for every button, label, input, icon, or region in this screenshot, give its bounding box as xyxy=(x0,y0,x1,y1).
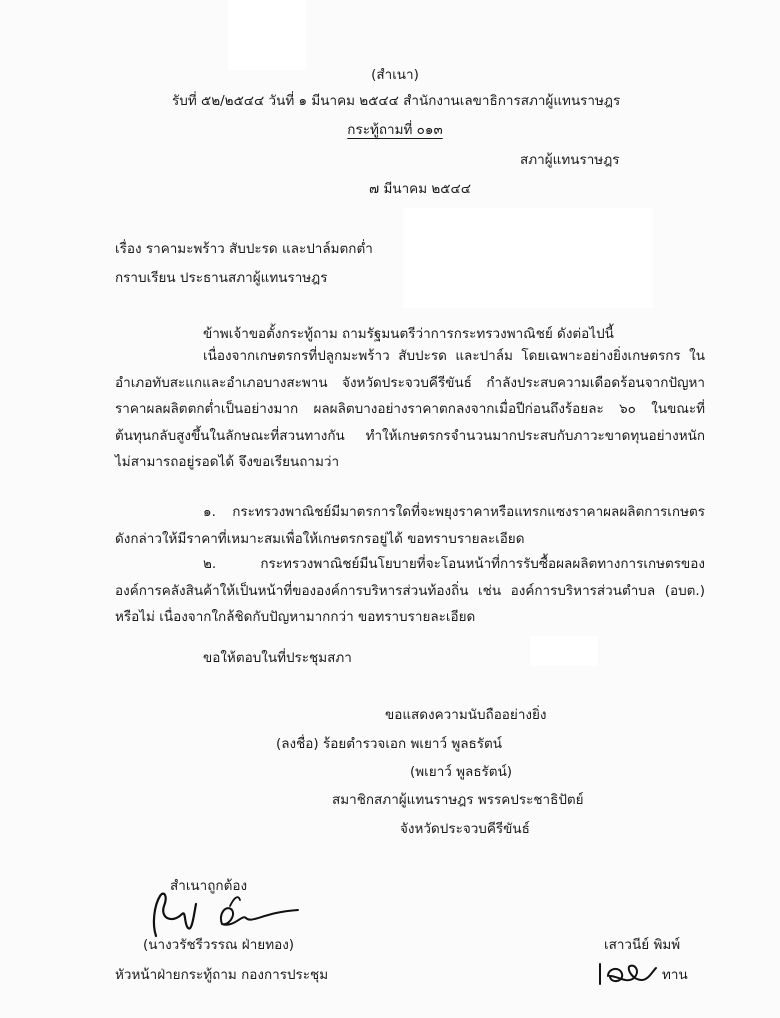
received-line: รับที่ ๕๒/๒๕๔๔ วันที่ ๑ มีนาคม ๒๕๔๔ สำนักงานเลขาธิการสภาผู้แทนราษฎร xyxy=(172,93,621,109)
addressee-line: กราบเรียน ประธานสภาผู้แทนราษฎร xyxy=(115,270,328,286)
member-province: จังหวัดประจวบคีรีขันธ์ xyxy=(400,821,530,837)
typist-label: เสาวนีย์ พิมพ์ xyxy=(604,937,681,953)
question-2 xyxy=(115,551,705,631)
signed-line: (ลงชื่อ) ร้อยตำรวจเอก พเยาว์ พูลธรัตน์ xyxy=(276,736,503,752)
checker-label: ทาน xyxy=(662,967,688,983)
reason-paragraph xyxy=(115,343,705,476)
scan-artifact xyxy=(403,208,653,308)
question-2-text: ๒. กระทรวงพาณิชย์มีนโยบายที่จะโอนหน้าที่การรับซื้อผลผลิตทางการเกษตรของ องค์การคลังสินค้าให้เป็นหน้าที่ขององค์การบริหารส่วนท้องถิ่น เช่น องค์การบริหารส่วนตำบล (อบต.) หรือไม่ เนื่องจากใกล้ชิดกับปัญหามากกว่า ขอทราบรายละเอียด xyxy=(115,556,705,625)
question-number: กระทู้ถามที่ ๐๑๓ xyxy=(347,122,443,138)
copy-mark: (สำเนา) xyxy=(371,67,419,83)
member-position: สมาชิกสภาผู้แทนราษฎร พรรคประชาธิปัตย์ xyxy=(332,792,584,808)
document-date: ๗ มีนาคม ๒๕๔๔ xyxy=(369,181,471,197)
subject-line: เรื่อง ราคามะพร้าว สับปะรด และปาล์มตกต่ำ xyxy=(115,241,373,257)
regards: ขอแสดงความนับถืออย่างยิ่ง xyxy=(385,707,547,723)
checker-initials xyxy=(596,954,666,990)
question-1-text: ๑. กระทรวงพาณิชย์มีมาตรการใดที่จะพยุงราคาหรือแทรกแซงราคาผลผลิตการเกษตร ดังกล่าวให้มีราคาที่เหมาะสมเพื่อให้เกษตรกรอยู่ได้ ขอทราบรายละเอียด xyxy=(115,504,705,547)
certifier-name: (นางวรัชรีวรรณ ฝ่ายทอง) xyxy=(143,937,295,953)
institution: สภาผู้แทนราษฎร xyxy=(520,152,620,168)
request-line: ขอให้ตอบในที่ประชุมสภา xyxy=(203,650,352,666)
scan-artifact xyxy=(530,636,598,666)
reason-text: เนื่องจากเกษตรกรที่ปลูกมะพร้าว สับปะรด และปาล์ม โดยเฉพาะอย่างยิ่งเกษตรกร ในอำเภอทับสะแกและอำเภอบางสะพาน จังหวัดประจวบคีรีขันธ์ กำลังประสบความเดือดร้อนจากปัญหาราคาผลผลิตตกต่ำเป็นอย่างมาก ผลผลิตบางอย่างราคาตกลงจากเมื่อปีก่อนถึงร้อยละ ๖๐ ในขณะที่ต้นทุนกลับสูงขึ้นในลักษณะที่สวนทางกัน ทำให้เกษตรกรจำนวนมากประสบกับภาวะขาดทุนอย่างหนัก ไม่สามารถอยู่รอดได้ จึงขอเรียนถามว่า xyxy=(115,348,705,470)
scan-artifact xyxy=(228,0,306,70)
intro-paragraph: ข้าพเจ้าขอตั้งกระทู้ถาม ถามรัฐมนตรีว่าการกระทรวงพาณิชย์ ดังต่อไปนี้ xyxy=(203,326,614,342)
certifier-title: หัวหน้าฝ่ายกระทู้ถาม กองการประชุม xyxy=(115,967,329,983)
printed-name: (พเยาว์ พูลธรัตน์) xyxy=(410,764,513,780)
certified-copy-label: สำเนาถูกต้อง xyxy=(170,878,248,894)
question-1 xyxy=(115,499,705,552)
